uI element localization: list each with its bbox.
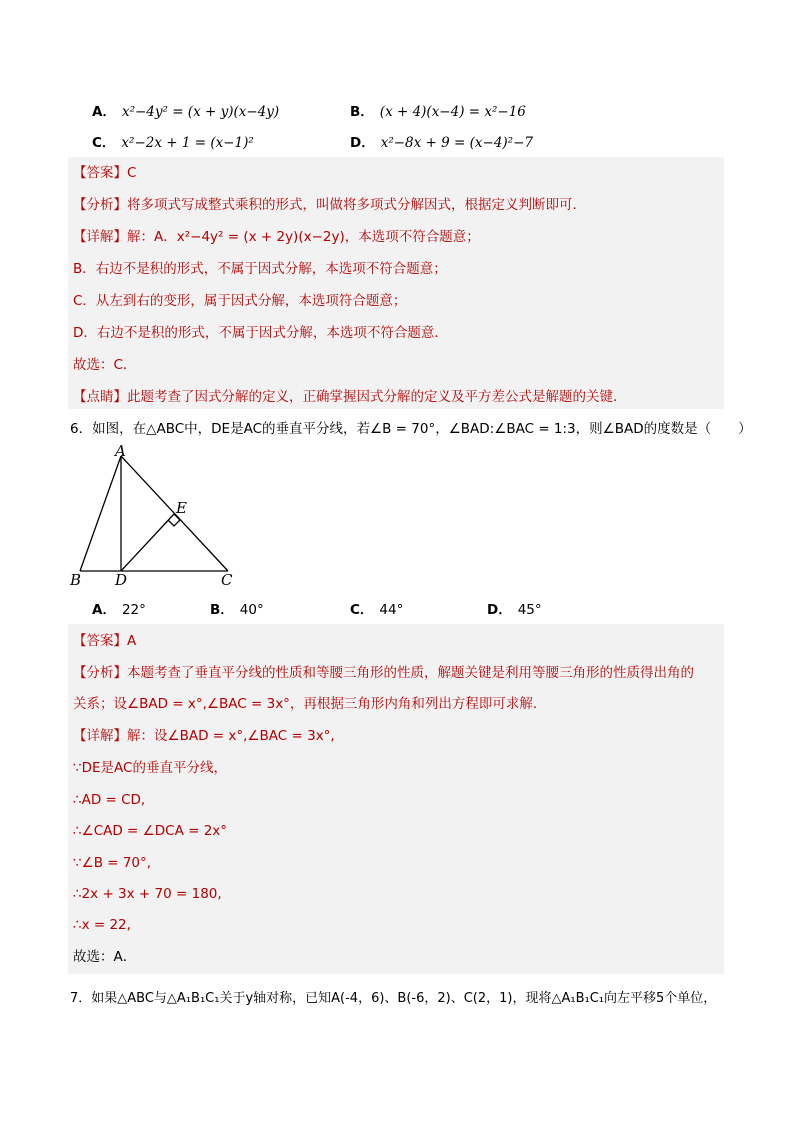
q6-choice-d: D． 45° [487, 602, 542, 618]
q6-detail-line-4: ∵∠B = 70°, [73, 855, 152, 871]
q6-detail-line-5: ∴2x + 3x + 70 = 180, [73, 886, 222, 902]
segment-ab [80, 456, 121, 571]
q6-detail-line-6: ∴x = 22, [73, 917, 131, 933]
q6-detail-first: 【详解】解：设∠BAD = x°,∠BAC = 3x°, [73, 728, 335, 744]
q6-triangle-figure [66, 444, 246, 590]
q6-choice-a: A． 22° [92, 602, 146, 618]
label-e: E [176, 499, 187, 517]
q6-conclusion: 故选：A． [73, 949, 137, 965]
segment-de [121, 514, 174, 571]
q5-option-b: B． (x + 4)(x−4) = x²−16 [350, 104, 526, 120]
label-b: B [70, 571, 82, 589]
q5-detail-line-3: C．从左到右的变形，属于因式分解，本选项符合题意； [73, 293, 407, 309]
q7-question: 7．如果△ABC与△A₁B₁C₁关于y轴对称，已知A(-4，6)、B(-6，2)、C(2，1)，现将△A₁B₁C₁向左平移5个单位， [70, 991, 717, 1006]
q5-comment: 【点睛】此题考查了因式分解的定义，正确掌握因式分解的定义及平方差公式是解题的关键． [73, 389, 627, 405]
label-d: D [115, 571, 128, 589]
q6-detail-line-1: ∵DE是AC的垂直平分线， [73, 760, 227, 776]
q6-analysis-line-2: 关系；设∠BAD = x°,∠BAC = 3x°，再根据三角形内角和列出方程即可求解． [73, 696, 547, 712]
q5-options-row-2 [0, 131, 794, 153]
q5-answer: 【答案】C [73, 165, 137, 181]
q5-detail-line-2: B．右边不是积的形式，不属于因式分解，本选项不符合题意； [73, 261, 447, 277]
q5-options-row-1 [0, 100, 794, 122]
q6-question: 6．如图，在△ABC中，DE是AC的垂直平分线，若∠B = 70°，∠BAD:∠BAC = 1:3，则∠BAD的度数是（ ） [70, 421, 752, 437]
q5-option-d: D． x²−8x + 9 = (x−4)²−7 [350, 135, 533, 151]
q6-answer: 【答案】A [73, 633, 137, 649]
label-a: A [115, 444, 126, 460]
q6-detail-line-2: ∴AD = CD, [73, 792, 146, 808]
label-c: C [221, 571, 233, 589]
q6-choice-c: C． 44° [350, 602, 404, 618]
q5-option-c: C． x²−2x + 1 = (x−1)² [92, 135, 254, 151]
q6-detail-line-3: ∴∠CAD = ∠DCA = 2x° [73, 823, 228, 839]
q6-choice-b: B． 40° [210, 602, 264, 618]
q5-detail-line-1: 【详解】解：A．x²−4y² = (x + 2y)(x−2y)，本选项不符合题意； [73, 229, 480, 245]
q6-analysis-line-1: 【分析】本题考查了垂直平分线的性质和等腰三角形的性质，解题关键是利用等腰三角形的性质得出角的 [73, 665, 694, 681]
q5-option-a: A． x²−4y² = (x + y)(x−4y) [92, 104, 280, 120]
q5-analysis: 【分析】将多项式写成整式乘积的形式，叫做将多项式分解因式，根据定义判断即可． [73, 197, 586, 213]
q5-detail-line-4: D．右边不是积的形式，不属于因式分解，本选项不符合题意． [73, 325, 448, 341]
q5-detail-line-5: 故选：C． [73, 357, 137, 373]
